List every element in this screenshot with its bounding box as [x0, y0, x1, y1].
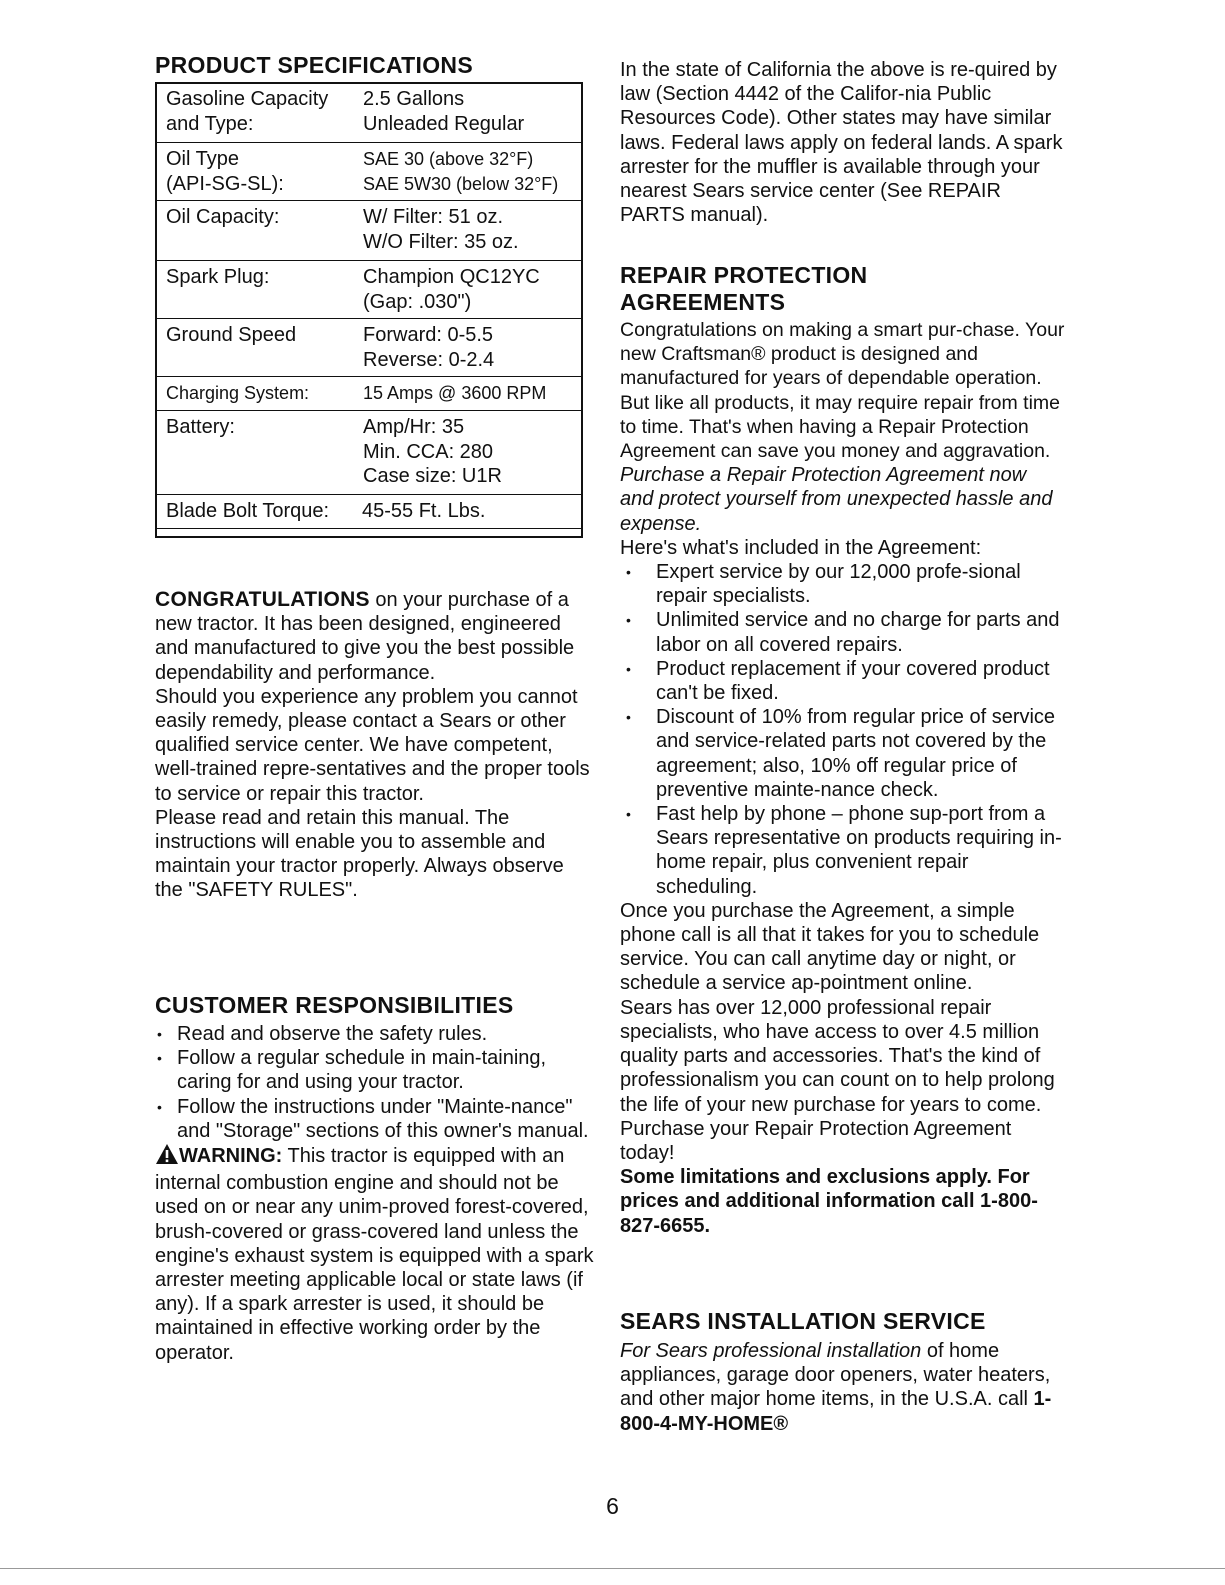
bullet-icon: •: [626, 709, 631, 726]
spec-row: [157, 320, 581, 377]
congratulations-paragraph: [155, 588, 595, 685]
spec-value: 2.5 Gallons Unleaded Regular: [363, 88, 525, 135]
list-item: • Follow the instructions under "Mainte-nance" and "Storage" sections of this owner's manual.: [157, 1095, 589, 1142]
spec-title: PRODUCT SPECIFICATIONS: [155, 52, 473, 78]
install-phone: 1-800-4-MY-HOME®: [620, 1388, 1052, 1435]
bullet-icon: •: [626, 806, 631, 823]
list-item: • Fast help by phone – phone sup-port from a Sears representative on products requiring in-home repair, plus convenient repair scheduling.: [626, 803, 1062, 898]
list-item: • Discount of 10% from regular price of service and service-related parts not covered by the agreement; also, 10% off regular price of preventive mainte-nance check.: [626, 706, 1056, 801]
spec-table: [155, 82, 583, 538]
spec-value: SAE 30 (above 32°F) SAE 5W30 (below 32°F): [363, 149, 559, 194]
list-item: • Expert service by our 12,000 profe-sional repair specialists.: [626, 561, 1021, 608]
spec-row: [157, 378, 581, 411]
repair-bold-note: Some limitations and exclusions apply. For prices and additional information call 1-800-827-6655.: [620, 1166, 1038, 1237]
bullet-icon: •: [157, 1098, 162, 1115]
congratulations-section: [155, 588, 595, 903]
customer-list: [155, 1022, 595, 1143]
bottom-divider: [0, 1568, 1225, 1569]
repair-once-paragraph: Once you purchase the Agreement, a simple phone call is all that it takes for you to schedule service. You can call anytime day or night, or schedule a service ap-pointment online.: [620, 899, 1040, 995]
customer-section: [155, 992, 595, 1365]
warning-paragraph: [155, 1143, 595, 1365]
install-section: [620, 1308, 1065, 1436]
spec-label: Oil Type (API-SG-SL):: [166, 148, 284, 195]
spec-value: Champion QC12YC (Gap: .030"): [363, 266, 540, 313]
repair-section: [620, 262, 1065, 1238]
repair-list: [620, 560, 1065, 899]
spec-row: [157, 202, 581, 261]
service-paragraph: Should you experience any problem you cannot easily remedy, please contact a Sears or other qualified service center. We have competent, well-trained repre-sentatives and the proper tools to service or repair this tractor.: [155, 685, 590, 805]
california-section: [620, 58, 1065, 227]
spec-label: Battery:: [166, 416, 235, 438]
spec-value: 45-55 Ft. Lbs.: [362, 500, 486, 522]
spec-label: Charging System:: [166, 383, 310, 403]
repair-intro: Congratulations on making a smart pur-chase. Your new Craftsman® product is designed and manufactured for years of dependable operation. But like all products, it may require repair from time to time. That's when having a Repair Protection Agreement can save you money and aggravation.: [620, 319, 1065, 463]
spec-row: [157, 144, 581, 201]
repair-title: REPAIR PROTECTION AGREEMENTS: [620, 262, 868, 315]
spec-row: [157, 262, 581, 319]
list-item: • Read and observe the safety rules.: [157, 1023, 488, 1045]
california-paragraph: In the state of California the above is re-quired by law (Section 4442 of the Califor-nia Public Resources Code). Other states may have similar laws. Federal laws apply on federal lands. A spark arrester for the muffler is available through your nearest Sears service center (See REPAIR PARTS manual).: [620, 59, 1063, 227]
repair-sears-paragraph: Sears has over 12,000 professional repair specialists, who have access to over 4.5 million quality parts and accessories. That's the kind of professionalism you can count on to help prolong the life of your new purchase for years to come. Purchase your Repair Protection Agreement today!: [620, 996, 1055, 1164]
bullet-icon: •: [157, 1050, 162, 1067]
spec-label: Ground Speed: [166, 324, 297, 346]
bullet-icon: •: [626, 612, 631, 629]
bullet-icon: •: [626, 660, 631, 677]
repair-italic: Purchase a Repair Protection Agreement now and protect yourself from unexpected hassle and expense.: [620, 464, 1053, 535]
warning-text: This tractor is equipped with an internal combustion engine and should not be used on or near any unim-proved forest-covered, brush-covered or grass-covered land unless the engine's exhaust system is equipped with a spark arrester meeting applicable local or state laws (if any). If a spark arrester is used, it should be maintained in effective working order by the operator.: [155, 1145, 594, 1364]
install-paragraph: For Sears professional installation of home appliances, garage door openers, water heaters, and other major home items, in the U.S.A. call 1-800-4-MY-HOME®: [620, 1340, 1052, 1435]
manual-paragraph: Please read and retain this manual. The instructions will enable you to assemble and maintain your tractor properly. Always observe the "SAFETY RULES".: [155, 806, 564, 902]
list-item: • Follow a regular schedule in main-taining, caring for and using your tractor.: [157, 1047, 547, 1094]
spec-label: Oil Capacity:: [166, 206, 280, 228]
list-item: • Product replacement if your covered product can't be fixed.: [626, 657, 1050, 705]
spec-row: [157, 496, 581, 529]
spec-value: 15 Amps @ 3600 RPM: [363, 383, 547, 403]
repair-included: Here's what's included in the Agreement:: [620, 536, 982, 559]
page-number: 6: [606, 1493, 619, 1519]
spec-label: Spark Plug:: [166, 266, 270, 288]
congratulations-lead: CONGRATULATIONS: [155, 588, 370, 611]
warning-label: WARNING:: [179, 1145, 283, 1168]
spec-label: Gasoline Capacity and Type:: [166, 88, 329, 135]
spec-value: W/ Filter: 51 oz. W/O Filter: 35 oz.: [363, 206, 519, 253]
congratulations-text: on your purchase of a new tractor. It has been designed, engineered and manufactured to give you the best possible dependability and performance.: [155, 589, 575, 684]
spec-value: Amp/Hr: 35 Min. CCA: 280 Case size: U1R: [363, 416, 502, 487]
spec-value: Forward: 0-5.5 Reverse: 0-2.4: [363, 324, 495, 371]
bullet-icon: •: [626, 564, 631, 581]
customer-title: CUSTOMER RESPONSIBILITIES: [155, 992, 514, 1018]
bullet-icon: •: [157, 1026, 162, 1042]
install-title: SEARS INSTALLATION SERVICE: [620, 1308, 986, 1334]
warning-icon: [155, 1143, 179, 1171]
spec-row: [157, 84, 581, 143]
spec-label: Blade Bolt Torque:: [166, 500, 330, 522]
spec-row: [157, 412, 581, 495]
list-item: • Unlimited service and no charge for parts and labor on all covered repairs.: [626, 609, 1060, 656]
